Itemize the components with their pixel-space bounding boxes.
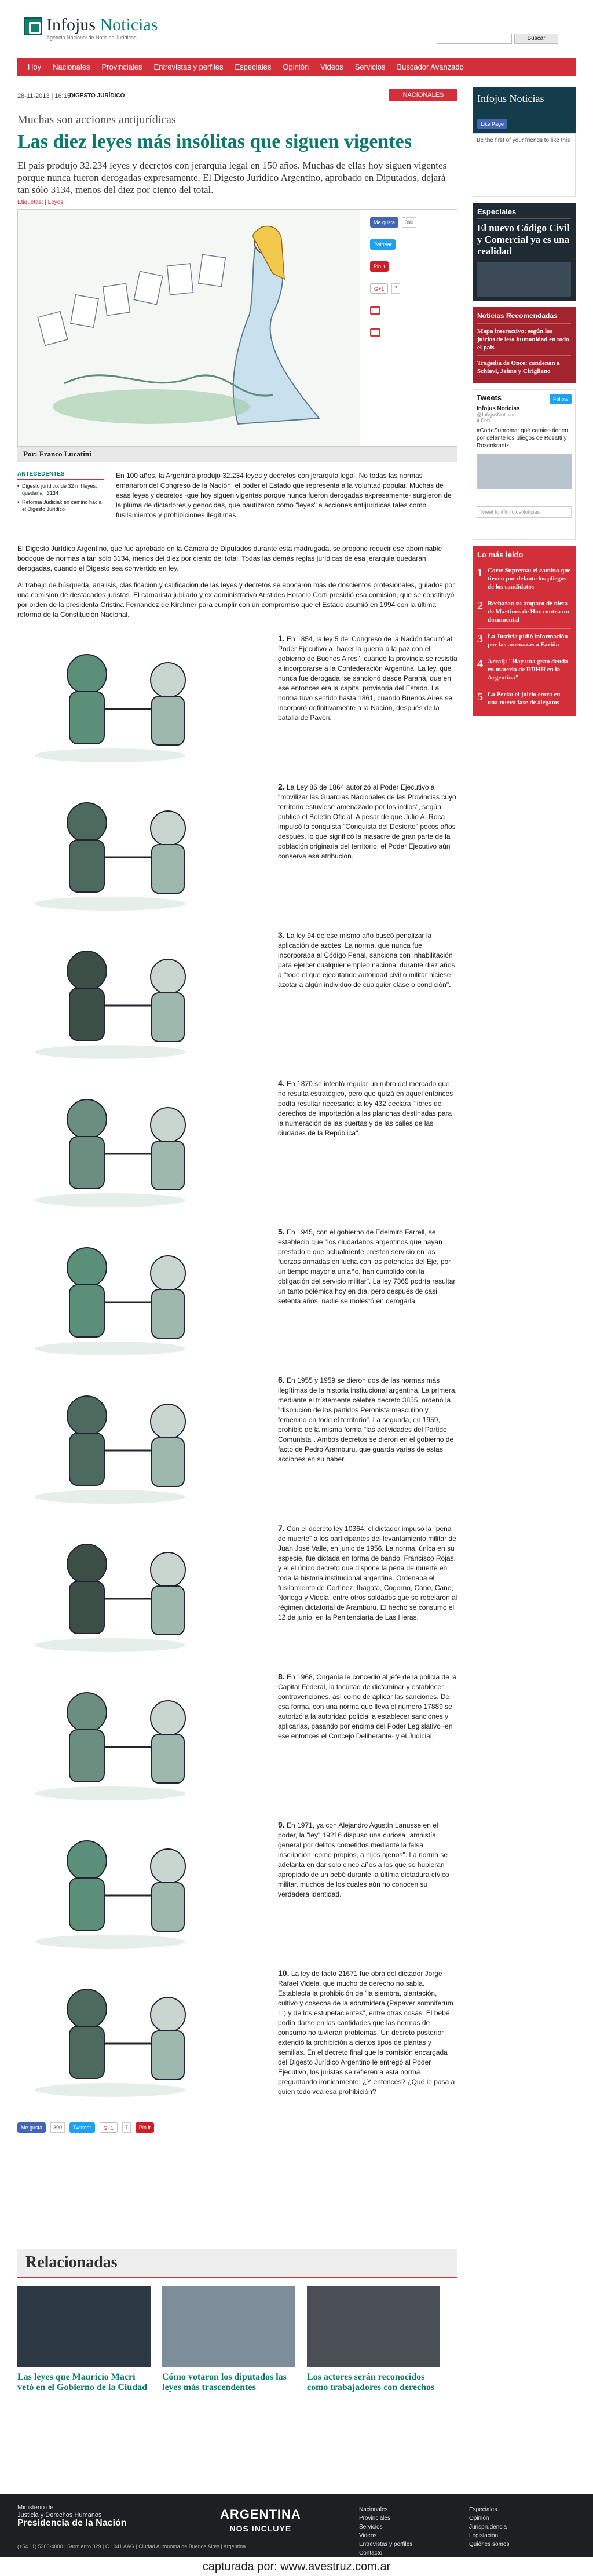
logo-icon[interactable] (24, 17, 42, 35)
article-lede: El país produjo 32.234 leyes y decretos con jerarquía legal en 150 años. Muchas de ellas hoy siguen vigentes porque nunca fueron derogadas expresamente. El Digesto Jurídico Argentino, aprobado en Diputados, dejará tan sólo 3134, menos del diez por ciento del total. (17, 160, 447, 195)
law-illustration (23, 1672, 266, 1805)
meta-bar (17, 87, 457, 105)
intro-block (17, 471, 457, 540)
related-section (17, 2249, 457, 2393)
footer-link[interactable]: Opinión (469, 2515, 489, 2522)
facebook-like-button[interactable]: Me gusta (370, 217, 398, 228)
bottom-share (17, 2122, 457, 2133)
footer-link[interactable]: Nacionales (359, 2506, 388, 2513)
most-read-link[interactable]: Rechazan su amparo de nieta de Martínez de Hoz contra un documental (488, 600, 569, 623)
footer-link[interactable]: Servicios (359, 2524, 383, 2530)
ministry-block (17, 2504, 127, 2527)
logo-main: Infojus (46, 15, 96, 34)
especiales-title: Especiales (477, 207, 571, 219)
law-item (17, 1968, 457, 2107)
argentina-logo (220, 2508, 301, 2535)
share-gplus (370, 283, 451, 294)
law-text (278, 782, 457, 861)
tweet-text: #CorteSuprema: qué camino tienen por delante los pliegos de Rosatti y Rosenkrantz (477, 427, 568, 449)
gplus-button[interactable]: G+1 (370, 283, 388, 294)
most-read-item[interactable] (477, 629, 571, 653)
law-text (278, 930, 457, 990)
site-header (17, 0, 576, 58)
law-description: En 1854, la ley 5 del Congreso de la Nación facultó al Poder Ejecutivo a "hacer la guerra a la paz con el gobierno de Buenos Aires", cuando la provincia se resistía a incorporarse a la Confederación Argentina. La ley, que nunca fue derogada, se sancionó desde Paraná, que en ese entonces era la capital provisoria del Estado. La norma tuvo sentido hasta 1861, cuando Buenos Aires se incorporó definitivamente a la Nación, después de la batalla de Pavón. (278, 635, 457, 722)
especiales-panel (473, 203, 576, 301)
tweet-button[interactable]: Twittear (370, 239, 396, 250)
antecedentes-box (17, 471, 104, 513)
law-description: En 1971, ya con Alejandro Agustín Lanusse en el poder, la "ley" 19216 dispuso una curiosa "amnistía general por delitos cometidos mediante la falsa inscripción, como propios, a hijos ajenos". La norma se adelanta en dar solo cinco años a los que se hubieran apropiado de un bebé durante la última dictadura cívico militar, muchos de los cuales aún no conocen su verdadera identidad. (278, 1821, 449, 1898)
share-pinterest (370, 261, 451, 272)
most-read-link[interactable]: Arraij: "Hay una gran deuda en materia de DDHH en la Argentina" (488, 658, 568, 681)
law-description: La Ley 86 de 1864 autorizó al Poder Ejecutivo a "movilizar las Guardias Nacionales de las Provincias cuyo territorio estuviese amenazado por los indios", según publicó el Boletín Oficial. A pesar de que Julio A. Roca impulsó la conquista "Conquista del Desierto" pocos años después, lo que significó la masacre de gran parte de la población originaria del territorio, el Poder Ejecutivo aún conserva esa atribución. (278, 783, 456, 860)
print-icon[interactable] (370, 306, 380, 315)
most-read-item[interactable] (477, 686, 571, 711)
presidencia-label: Presidencia de la Nación (17, 2518, 127, 2528)
law-text (278, 1968, 457, 2097)
recomendadas-title: Noticias Recomendadas (477, 312, 558, 320)
law-illustration (23, 1820, 266, 1953)
footer-link[interactable]: Entrevistas y perfiles (359, 2541, 413, 2548)
nav-item[interactable]: Nacionales (53, 63, 90, 71)
footer-address: (+54 11) 5300-4000 | Sarmiento 329 | C 1041 AAG | Ciudad Autónoma de Buenos Aires | Argentina (17, 2544, 246, 2549)
sidebar-logo[interactable]: Infojus Noticias (477, 93, 544, 104)
nav-item[interactable]: Videos (320, 63, 343, 71)
tweet-user[interactable]: Infojus Noticias (477, 405, 520, 412)
most-read-item[interactable] (477, 595, 571, 629)
nav-item[interactable]: Especiales (235, 63, 272, 71)
related-title: Relacionadas (17, 2249, 457, 2278)
footer-link[interactable]: Videos (359, 2533, 377, 2539)
sidebar (473, 87, 576, 716)
most-read-number: 3 (477, 633, 483, 645)
tweets-title: Tweets (477, 393, 502, 402)
tags[interactable]: Etiquetas: | Leyes (17, 199, 64, 206)
share-twitter (370, 239, 451, 250)
recomendada-link[interactable]: Tragedia de Once: condenan a Schiavi, Jaime y Cirigliano (477, 355, 571, 379)
content-area (17, 76, 576, 2509)
footer-link[interactable]: Contacto (359, 2550, 383, 2556)
law-illustration (23, 1375, 266, 1508)
logo-accent: Noticias (100, 15, 158, 34)
tweet-time: 4 Feb (477, 418, 490, 423)
site-logo[interactable] (46, 15, 158, 35)
especiales-image[interactable] (477, 262, 571, 297)
nos-incluye-text: NOS INCLUYE (229, 2524, 292, 2533)
search-button[interactable]: Buscar (514, 34, 558, 44)
law-number: 6. (278, 1375, 285, 1384)
like-page-button[interactable]: Like Page (477, 119, 507, 129)
mail-icon[interactable] (370, 328, 380, 337)
law-illustration (23, 634, 266, 767)
footer-link[interactable]: Especiales (469, 2506, 497, 2513)
law-text (278, 1375, 457, 1464)
share-facebook (370, 217, 451, 228)
section-tag[interactable]: NACIONALES (389, 89, 457, 101)
related-link[interactable]: Los actores serán reconocidos como trabajadores con derechos (307, 2372, 435, 2392)
recomendada-link[interactable]: Mapa interactivo: según los juicios de lesa humanidad en todo el país (477, 323, 571, 355)
search-input[interactable] (437, 34, 512, 44)
law-illustration (23, 930, 266, 1064)
intro-paragraph-3: Al trabajo de búsqueda, análisis, clasificación y calificación de las leyes y decretos se abocaron más de doscientos profesionales, guiados por una comisión de destacados juristas. El camarista jubilado y ex administrativo Aristides Horacio Corti presidió esa comisión, que se constituyó por orden de la presidenta Cristina Fernández de Kirchner para cumplir con un compromiso que el Estado asumió en 1994 con la última reforma de la Constitución Nacional. (17, 581, 455, 619)
tweet-input[interactable]: Tweet to @InfojusNoticias (477, 506, 572, 518)
related-card[interactable] (17, 2286, 151, 2393)
hero-image-block (17, 209, 457, 447)
related-image[interactable] (162, 2286, 295, 2367)
law-item (17, 1523, 457, 1662)
article-headline: Las diez leyes más insólitas que siguen vigentes (17, 131, 412, 152)
law-number: 10. (278, 1968, 290, 1978)
law-description: En 1870 se intentó regular un rubro del mercado que no resulta estratégico, pero que quizá en aquel entonces podía resultar necesario: la ley 432 declara "libres de derechos de importación a las planchas destinadas para la numeración de las puertas y de las calles de las ciudades de la República". (278, 1080, 453, 1137)
most-read-panel (473, 546, 576, 716)
law-description: En 1945, con el gobierno de Edelmiro Farrell, se estableció que "los ciudadanos argentinos que hayan prestado o que actualmente presten servicio en las fuerzas armadas en lucha con las potencias del Eje, por un tiempo mayor a un año, han cumplido con la obligación del servicio militar". La ley 7365 podría resultar un tanto polémica hoy en día, pero después de casi setenta años, nadie se molestó en derogarla. (278, 1228, 456, 1305)
law-item (17, 930, 457, 1069)
most-read-item[interactable] (477, 653, 571, 686)
law-description: En 1968, Onganía le concedió al jefe de la policía de la Capital Federal, la facultad de dictaminar y establecer contravenciones, así como de aplicar las sanciones. De esa forma, con una norma que lleva el número 17889 se autorizó a la autoridad policial a establecer sanciones y aplicarlas, pasando por encima del Poder Legislativo -en ese entonces el Concejo Deliberante- y el Judicial. (278, 1673, 457, 1740)
nav-item[interactable]: Opinión (283, 63, 309, 71)
sidebar-facebook-widget (473, 87, 576, 133)
law-illustration (23, 782, 266, 915)
tweets-widget (473, 389, 576, 540)
related-image[interactable] (17, 2286, 151, 2367)
law-description: La ley 94 de ese mismo año buscó penalizar la aplicación de azotes. La norma, que nunca fue incorporada al Código Penal, sanciona con inhabilitación para ejercer cualquier empleo nacional durante diez años a "todo el que ejecutando autoridad civil o militar hiciese azotar a algún individuo de cualquier clase o condición". (278, 931, 455, 989)
antecedentes-link[interactable]: • Digesto jurídico: de 32 mil leyes, quedarían 3134 (17, 483, 104, 496)
antecedentes-title: ANTECEDENTES (17, 471, 104, 480)
ministerio-name: Justicia y Derechos Humanos (17, 2512, 102, 2519)
law-item (17, 782, 457, 921)
law-item (17, 1672, 457, 1811)
law-item (17, 1820, 457, 1959)
law-item (17, 1375, 457, 1514)
law-illustration (23, 1079, 266, 1212)
twitter-follow-button[interactable]: Follow (550, 394, 572, 404)
intro-paragraph: En 100 años, la Argentina produjo 32.234 leyes y decretos con jerarquía legal. No todas las normas emanaron del Congreso de la Nación, el poder el Estado que representa a la voluntad popular. Muchas de esas leyes y decretos -que hoy siguen vigentes porque nunca fueron derogadas expresamente- surgieron de la pluma de dictadores y genocidas, que bautizaron como "leyes" a acciones antijurídicas tales como fusilamientos y prohibiciones ilegítimas. (116, 472, 452, 519)
law-text (278, 1523, 457, 1623)
screenshot-caption: capturada por: www.avestruz.com.ar (0, 2557, 593, 2576)
bottom-facebook-count: 390 (50, 2122, 65, 2133)
pinterest-button[interactable]: Pin it (370, 261, 389, 272)
nav-item[interactable]: Servicios (354, 63, 386, 71)
recomendadas-panel (473, 307, 576, 383)
tweet-handle[interactable]: @InfojusNoticias (477, 412, 516, 418)
law-item (17, 634, 457, 773)
law-illustration (23, 1968, 266, 2102)
law-item (17, 1227, 457, 1366)
logo-subtitle: Agencia Nacional de Noticias Jurídicas (46, 35, 137, 41)
law-number: 4. (278, 1079, 285, 1088)
law-illustration (23, 1523, 266, 1657)
footer-links-2 (469, 2505, 509, 2549)
main-nav (17, 58, 576, 76)
nav-item[interactable]: Hoy (28, 63, 42, 71)
argentina-text: ARGENTINA (220, 2507, 301, 2522)
most-read-link[interactable]: La Justicia pidió información por las amenazas a Fariña (488, 633, 568, 648)
law-text (278, 1079, 457, 1138)
footer-link[interactable]: Legislación (469, 2533, 499, 2539)
mail-row (370, 327, 451, 338)
law-number: 1. (278, 634, 285, 643)
ministerio-label: Ministerio de (17, 2504, 54, 2511)
related-grid (17, 2286, 457, 2393)
most-read-number: 4 (477, 657, 483, 670)
law-number: 7. (278, 1523, 285, 1533)
law-text (278, 1227, 457, 1306)
law-number: 9. (278, 1820, 285, 1829)
laws-list (17, 634, 457, 2117)
tweet-image[interactable] (477, 454, 572, 489)
intro-paragraph-2: El Digesto Jurídico Argentino, que fue aprobado en la Cámara de Diputados durante esta madrugada, se propone reducir ese abominable bodoque de normas a tan sólo 3134, menos del diez por ciento del total. Todas las demás reglas jurídicas de esa jerarquía quedarán derogadas, cuando el Digesto sea convertido en ley. (17, 545, 442, 572)
law-number: 5. (278, 1227, 285, 1236)
bottom-tweet-count: 7 (122, 2122, 131, 2133)
especiales-link[interactable]: El nuevo Código Civil y Comercial ya es una realidad (477, 222, 570, 257)
article-date: 28-11-2013 | 16:15 (17, 93, 71, 100)
law-item (17, 1079, 457, 1218)
law-text (278, 1672, 457, 1741)
law-description: La ley de facto 21671 fue obra del dictador Jorge Rafael Videla, que mucho de derecho no sabía. Establecía la prohibición de "la siembra, plantación, cultivo y cosecha de la adormidera (Papaver somniferum L.) y de los estupefacientes", entre otras cosas. El bebé podía darse en las cantidades que las normas de consumo no tuvieran problemas. Un decreto posterior extendió la prohibición a ciertos tipos de plantas y semillas. En el decreto final que la comisión encargada del Digesto Jurídico Argentino le entregó al Poder Ejecutivo, los juristas se refieren a esta norma preguntando irónicamente: ¿Y entonces? ¿Qué le pasa a quien todo vea esa prohibición? (278, 1970, 455, 2096)
gplus-count: 7 (391, 283, 400, 294)
article-kicker: Muchas son acciones antijurídicas (17, 114, 176, 126)
footer-link[interactable]: Jurisprudencia (469, 2524, 507, 2530)
most-read-number: 1 (477, 567, 483, 579)
share-column (364, 210, 457, 446)
hero-illustration (18, 210, 360, 446)
nav-item[interactable]: Entrevistas y perfiles (153, 63, 224, 71)
law-number: 2. (278, 782, 285, 791)
footer-link[interactable]: Quiénes somos (469, 2541, 510, 2548)
law-text (278, 1820, 457, 1899)
nav-item[interactable]: Provinciales (101, 63, 142, 71)
law-description: Con el decreto ley 10364, el dictador impuso la "pena de muerte" a los participantes del levantamiento militar de Juan José Valle, en junio de 1956. La norma, única en su especie, fue dictada en forma de bando. Francisco Rojas, y el el único decreto que dispone la pena de muerte en toda la historia institucional argentina. Ordenaba el fusilamiento de Cortínez, Ibagata, Cogorno, Cano, Cano, Noriega y Videla, entre otros soldados que se rebelaron al régimen dictatorial de Aramburu. El hecho se consumó el 12 de junio, en la Penitenciaría de Las Heras. (278, 1525, 457, 1621)
most-read-number: 2 (477, 600, 483, 612)
bottom-pinterest-button[interactable]: Pin it (136, 2122, 154, 2133)
most-read-item[interactable] (477, 562, 571, 595)
section-label[interactable]: DIGESTO JURÍDICO (69, 93, 125, 99)
related-card[interactable] (162, 2286, 295, 2393)
antecedentes-link[interactable]: • Reforma Judicial: en camino hacia el Digesto Jurídico (17, 499, 104, 513)
law-illustration (23, 1227, 266, 1360)
law-text (278, 634, 457, 723)
article-author: Por: Franco Lucatini (17, 447, 457, 462)
bottom-facebook-button[interactable]: Me gusta (17, 2122, 46, 2133)
nav-item[interactable]: Buscador Avanzado (397, 63, 464, 71)
facebook-count: 390 (402, 217, 416, 228)
bottom-tweet-button[interactable]: Twittear (69, 2122, 95, 2133)
related-link[interactable]: Cómo votaron los diputados las leyes más trascendentes (162, 2372, 287, 2392)
related-card[interactable] (307, 2286, 440, 2393)
print-row (370, 305, 451, 316)
footer-link[interactable]: Provinciales (359, 2515, 390, 2522)
most-read-number: 5 (477, 690, 483, 703)
bottom-gplus-button[interactable]: G+1 (100, 2122, 118, 2133)
most-read-link[interactable]: Corte Suprema: el camino que tienen por delante los pliegos de los candidatos (488, 567, 571, 590)
footer-links (359, 2505, 412, 2557)
like-text: Be the first of your friends to like this (473, 133, 576, 197)
site-footer (0, 2494, 593, 2557)
related-link[interactable]: Las leyes que Mauricio Macri vetó en el Gobierno de la Ciudad (17, 2372, 148, 2392)
law-number: 3. (278, 930, 285, 940)
related-image[interactable] (307, 2286, 440, 2367)
article (17, 87, 457, 2133)
law-description: En 1955 y 1959 se dieron dos de las normas más ilegítimas de la historia institucional argentina. La primera, mediante el trístemente célebre decreto 3855, ordenó la "disolución de los partidos Peronista masculino y femenino en todo el territorio". La segunda, en 1959, prohibió de la misma forma "las actividades del Partido Comunista". Ambos decretos se dieron en el gobierno de facto de Pedro Aramburu, que guarda varias de estas acciones en su haber. (278, 1376, 457, 1463)
most-read-link[interactable]: La Perla: el juicio entra en una nueva fase de alegatos (488, 691, 561, 706)
most-read-title: Lo más leído (477, 550, 524, 559)
law-number: 8. (278, 1672, 285, 1681)
